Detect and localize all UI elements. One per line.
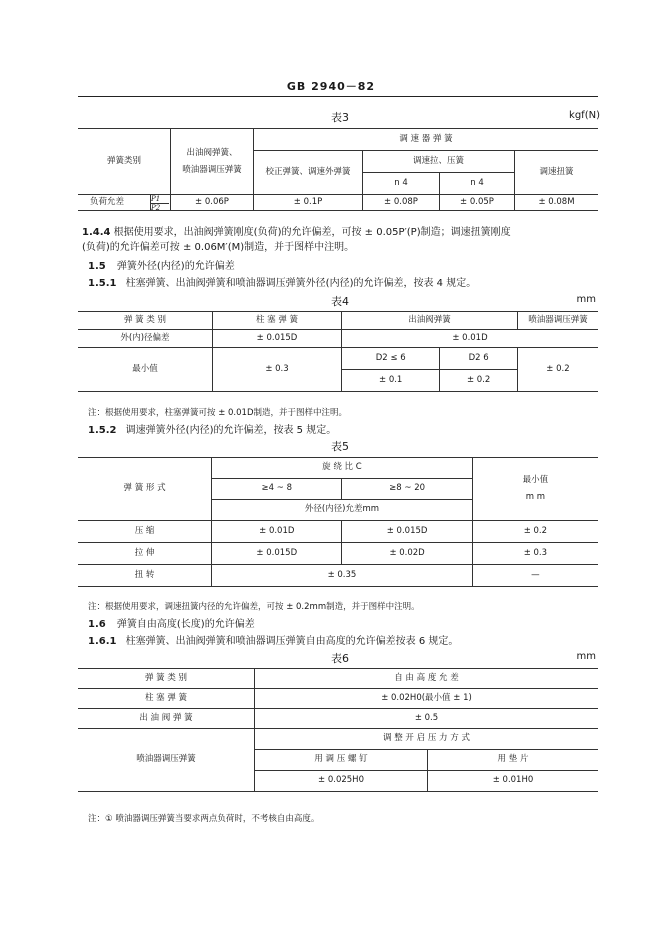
t5-h-min-unit: m m [525, 492, 545, 502]
t5-r1-min: ± 0.2 [472, 521, 598, 543]
t3-val-n-le: ± 0.08P [363, 195, 440, 211]
t3-val-correct: ± 0.1P [254, 195, 363, 211]
t5-h-min: 最小值 [522, 475, 549, 485]
t3-val-outlet: ± 0.06P [171, 195, 254, 211]
t4-h-injector: 喷油器调压弹簧 [517, 312, 598, 330]
t3-row-label-text: 负荷允差 [90, 196, 125, 207]
t4-r2-plunger: ± 0.3 [213, 348, 342, 392]
t3-h-tension: 调速拉、压簧 [363, 151, 515, 173]
table3 [78, 128, 598, 211]
section-15-title: 弹簧外径(内径)的允许偏差 [116, 261, 235, 272]
para-144-num: 1.4.4 [82, 227, 111, 238]
t6-r1-val: ± 0.02H0(最小值 ± 1) [255, 689, 599, 709]
table6-unit: mm [576, 651, 596, 662]
t5-r2-min: ± 0.3 [472, 543, 598, 565]
t4-h-plunger: 柱 塞 弹 簧 [213, 312, 342, 330]
t6-r3-screw: 用 调 压 螺 钉 [255, 750, 428, 771]
t3-h-outlet: 出油阀弹簧、 喷油器调压弹簧 [171, 129, 254, 195]
t3-h-n-le: n 4 [363, 173, 440, 195]
t5-r3-min: — [472, 565, 598, 587]
table4 [78, 311, 598, 392]
t3-p1: P1 [151, 195, 169, 204]
t4-h-outlet: 出油阀弹簧 [342, 312, 518, 330]
t5-h-form: 弹 簧 形 式 [78, 458, 212, 521]
t6-h-type: 弹 簧 类 别 [78, 669, 255, 689]
section-16 [88, 615, 255, 630]
para-152 [88, 421, 336, 436]
para-161 [88, 632, 458, 647]
t6-r3-head: 调 整 开 启 压 力 方 式 [255, 729, 599, 750]
para-161-text: 柱塞弹簧、出油阀弹簧和喷油器调压弹簧自由高度的允许偏差按表 6 规定。 [125, 636, 459, 647]
t4-r1-plunger: ± 0.015D [213, 330, 342, 348]
table6-caption: 表6 [331, 652, 349, 665]
table5 [78, 457, 598, 587]
t5-h-min-cell [472, 458, 598, 521]
t5-h-dev: 外径(内径)允差mm [212, 500, 473, 521]
section-15-num: 1.5 [88, 261, 106, 272]
table3-caption: 表3 [331, 111, 349, 124]
t3-val-torsion: ± 0.08M [515, 195, 599, 211]
t4-r2-label: 最小值 [78, 348, 213, 392]
para-151 [88, 274, 476, 289]
t4-r1-rest: ± 0.01D [342, 330, 599, 348]
t3-h-correct: 校正弹簧、调速外弹簧 [254, 151, 363, 195]
t3-h-governor: 调 速 器 弹 簧 [254, 129, 599, 151]
t5-r2-b: ± 0.02D [342, 543, 472, 565]
t3-p-cell [150, 195, 169, 210]
t3-row-label [78, 195, 171, 211]
t3-h-type: 弹簧类别 [78, 129, 171, 195]
para-151-text: 柱塞弹簧、出油阀弹簧和喷油器调压弹簧外径(内径)的允许偏差，按表 4 规定。 [125, 278, 477, 289]
table3-unit: kgf(N) [569, 110, 600, 121]
section-16-title: 弹簧自由高度(长度)的允许偏差 [116, 619, 255, 630]
t5-h-ratio: 旋 绕 比 C [212, 458, 473, 479]
t6-r3-label: 喷油器调压弹簧 [78, 729, 255, 792]
t6-h-tol: 自 由 高 度 允 差 [255, 669, 599, 689]
standard-code: GB 2940－82 [286, 80, 376, 93]
section-15 [88, 257, 235, 272]
t6-r1-label: 柱 塞 弹 簧 [78, 689, 255, 709]
t4-r2-d-gt: D2 6 [440, 348, 518, 370]
table6 [78, 668, 598, 792]
t5-r2-label: 拉 伸 [78, 543, 212, 565]
t5-h-r1: ≥4 ~ 8 [212, 479, 342, 500]
t5-r3-label: 扭 转 [78, 565, 212, 587]
para-161-num: 1.6.1 [88, 636, 117, 647]
t5-r2-a: ± 0.015D [212, 543, 342, 565]
section-16-num: 1.6 [88, 619, 106, 630]
table5-caption: 表5 [331, 440, 349, 453]
t3-h-n-gt: n 4 [440, 173, 515, 195]
t4-r1-label: 外(内)径偏差 [78, 330, 213, 348]
para-144-line1: 根据使用要求，出油阀弹簧刚度(负荷)的允许偏差，可按 ± 0.05P′(P)制造；调速扭簧刚度 [113, 227, 511, 238]
para-151-num: 1.5.1 [88, 278, 117, 289]
para-144-line2: (负荷)的允许偏差可按 ± 0.06M′(M)制造，并于图样中注明。 [82, 242, 355, 253]
t4-r2-d-le: D2 ≤ 6 [342, 348, 440, 370]
para-144 [82, 225, 597, 255]
t4-r2-v2: ± 0.2 [440, 370, 518, 392]
t4-r2-injector: ± 0.2 [517, 348, 598, 392]
table4-caption: 表4 [331, 295, 349, 308]
table6-note: 注：① 喷油器调压弹簧当要求两点负荷时，不考核自由高度。 [88, 814, 320, 824]
t6-r3-v2: ± 0.01H0 [428, 771, 599, 792]
t4-r2-v1: ± 0.1 [342, 370, 440, 392]
t4-h-type: 弹 簧 类 别 [78, 312, 213, 330]
para-152-text: 调速弹簧外径(内径)的允许偏差，按表 5 规定。 [125, 425, 337, 436]
t5-r1-label: 压 缩 [78, 521, 212, 543]
t6-r2-label: 出 油 阀 弹 簧 [78, 709, 255, 729]
t6-r2-val: ± 0.5 [255, 709, 599, 729]
t6-r3-v1: ± 0.025H0 [255, 771, 428, 792]
t3-h-torsion: 调速扭簧 [515, 151, 599, 195]
t3-p2: P2 [151, 204, 161, 212]
t3-val-n-gt: ± 0.05P [440, 195, 515, 211]
para-152-num: 1.5.2 [88, 425, 117, 436]
t6-r3-shim: 用 垫 片 [428, 750, 599, 771]
table5-note: 注：根据使用要求，调速扭簧内径的允许偏差，可按 ± 0.2mm制造，并于图样中注明。 [88, 602, 420, 612]
t5-r1-a: ± 0.01D [212, 521, 342, 543]
header-rule [78, 96, 598, 97]
t5-r1-b: ± 0.015D [342, 521, 472, 543]
t5-r3-val: ± 0.35 [212, 565, 473, 587]
table4-note: 注：根据使用要求，柱塞弹簧可按 ± 0.01D制造，并于图样中注明。 [88, 408, 347, 418]
t5-h-r2: ≥8 ~ 20 [342, 479, 472, 500]
table4-unit: mm [576, 294, 596, 305]
